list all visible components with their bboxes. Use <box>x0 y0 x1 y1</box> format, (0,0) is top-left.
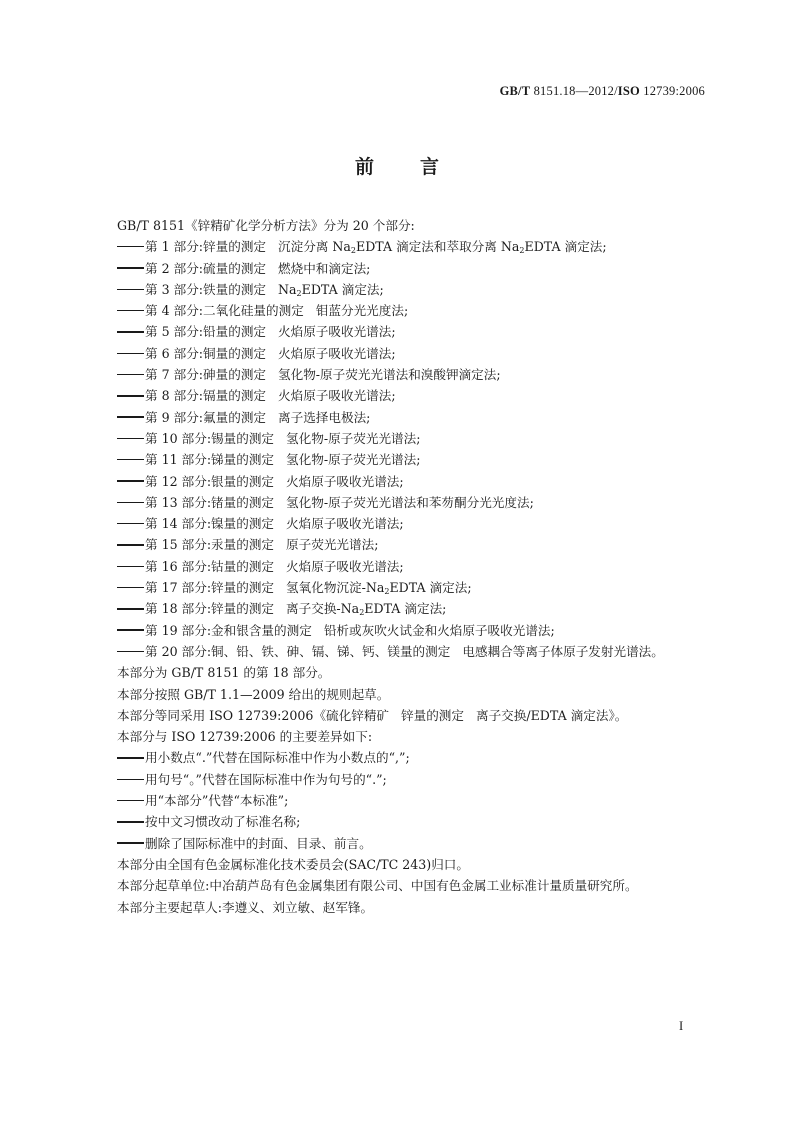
part-name: 第 12 部分:银量的测定 <box>145 473 275 489</box>
subscript-2: 2 <box>519 246 525 256</box>
part-line-17 <box>117 577 717 598</box>
em-dash <box>117 459 144 460</box>
em-dash <box>117 629 144 630</box>
em-dash <box>117 800 144 801</box>
part-method: 火焰原子吸收光谱法; <box>278 324 396 340</box>
part-line-19 <box>117 620 717 641</box>
em-dash <box>117 821 144 822</box>
code-iso: ISO <box>617 84 640 98</box>
part-line-5 <box>117 321 717 342</box>
difference-item-3 <box>117 790 717 811</box>
part-name: 第 20 部分:铜、铅、铁、砷、镉、锑、钙、镁量的测定 <box>145 643 451 659</box>
subscript-2: 2 <box>359 608 365 618</box>
part-name: 第 11 部分:锑量的测定 <box>145 452 275 468</box>
em-dash <box>117 289 144 290</box>
em-dash <box>117 438 144 439</box>
subscript-2: 2 <box>384 587 390 597</box>
paragraph-technical-committee: 本部分由全国有色金属标准化技术委员会(SAC/TC 243)归口。 <box>117 856 469 872</box>
em-dash <box>117 566 144 567</box>
part-line-9 <box>117 407 717 428</box>
part-name: 第 18 部分:锌量的测定 <box>145 601 275 617</box>
part-name: 第 16 部分:钴量的测定 <box>145 558 275 574</box>
intro-line: GB/T 8151《锌精矿化学分析方法》分为 20 个部分: <box>117 218 415 233</box>
em-dash <box>117 374 144 375</box>
part-method: 燃烧中和滴定法; <box>278 260 371 276</box>
part-method: 铅析或灰吹火试金和火焰原子吸收光谱法; <box>323 622 555 638</box>
code-gbt: GB/T <box>499 84 531 98</box>
iso-title-part-1: 本部分等同采用 ISO 12739:2006《硫化锌精矿 <box>117 707 390 723</box>
part-method: 火焰原子吸收光谱法; <box>286 473 404 489</box>
iso-title-part-2: 锌量的测定 <box>401 707 464 723</box>
part-line-12 <box>117 471 717 492</box>
part-method: Na <box>278 281 297 297</box>
em-dash <box>117 331 144 332</box>
part-line-13 <box>117 492 717 513</box>
em-dash <box>117 502 144 503</box>
part-name: 第 9 部分:氟量的测定 <box>145 409 267 425</box>
code-number: 8151.18—2012/ <box>530 84 618 98</box>
part-name: 第 6 部分:铜量的测定 <box>145 345 267 361</box>
part-line-1 <box>117 236 717 257</box>
part-line-4 <box>117 300 717 321</box>
part-method: 氢化物-原子荧光光谱法和苯芴酮分光光度法; <box>286 494 534 510</box>
em-dash <box>117 353 144 354</box>
difference-text: 用小数点“.”代替在国际标准中作为小数点的“,”; <box>145 750 410 766</box>
foreword-body <box>117 215 717 918</box>
part-method-end: EDTA 滴定法; <box>524 239 607 255</box>
paragraph-differences-intro: 本部分与 ISO 12739:2006 的主要差异如下: <box>117 729 373 745</box>
part-name: 第 4 部分:二氧化硅量的测定 <box>145 303 304 319</box>
part-method: 氢氧化物沉淀-Na <box>286 580 385 596</box>
paragraph-drafting-units: 本部分起草单位:中冶葫芦岛有色金属集团有限公司、中国有色金属工业标准计量质量研究所。 <box>117 878 638 894</box>
part-method-cont: EDTA 滴定法; <box>364 601 447 617</box>
part-line-3 <box>117 279 717 300</box>
standard-code-header <box>500 84 705 99</box>
part-method: 离子交换-Na <box>286 601 360 617</box>
part-method: 原子荧光光谱法; <box>286 537 379 553</box>
em-dash <box>117 608 144 609</box>
em-dash <box>117 757 144 758</box>
difference-item-1 <box>117 747 717 768</box>
title-char-2: 言 <box>420 156 440 178</box>
iso-title-part-3: 离子交换/EDTA 滴定法》。 <box>475 707 628 723</box>
em-dash <box>117 544 144 545</box>
part-line-18 <box>117 598 717 619</box>
em-dash <box>117 267 144 268</box>
part-name: 第 19 部分:金和银含量的测定 <box>145 622 312 638</box>
subscript-2: 2 <box>350 246 357 256</box>
em-dash <box>117 651 144 652</box>
em-dash <box>117 480 144 481</box>
part-method: 电感耦合等离子体原子发射光谱法。 <box>462 643 664 659</box>
part-name: 第 10 部分:锡量的测定 <box>145 430 275 446</box>
part-method: 火焰原子吸收光谱法; <box>286 558 404 574</box>
part-method-cont: EDTA 滴定法; <box>389 580 472 596</box>
part-name: 第 2 部分:硫量的测定 <box>145 260 267 276</box>
em-dash <box>117 842 144 843</box>
subscript-2: 2 <box>296 288 302 298</box>
paragraph-drafting-rules: 本部分按照 GB/T 1.1—2009 给出的规则起草。 <box>117 686 390 702</box>
part-name: 第 5 部分:铅量的测定 <box>145 324 267 340</box>
difference-text: 用句号“。”代替在国际标准中作为句号的“.”; <box>145 771 387 787</box>
part-name: 第 8 部分:镉量的测定 <box>145 388 267 404</box>
part-line-16 <box>117 556 717 577</box>
page-number: I <box>679 1019 684 1033</box>
part-line-20 <box>117 641 717 662</box>
part-line-14 <box>117 513 717 534</box>
part-line-6 <box>117 343 717 364</box>
part-method: 火焰原子吸收光谱法; <box>278 388 396 404</box>
part-method-cont: EDTA 滴定法; <box>301 281 384 297</box>
em-dash <box>117 416 144 417</box>
em-dash <box>117 587 144 588</box>
part-method: 钼蓝分光光度法; <box>315 303 409 319</box>
part-method: 火焰原子吸收光谱法; <box>286 516 404 532</box>
difference-item-5 <box>117 833 717 854</box>
paragraph-drafters: 本部分主要起草人:李遵义、刘立敏、赵军锋。 <box>117 899 374 915</box>
part-line-7 <box>117 364 717 385</box>
part-method: 火焰原子吸收光谱法; <box>278 345 396 361</box>
paragraph-part-of: 本部分为 GB/T 8151 的第 18 部分。 <box>117 665 331 681</box>
part-line-10 <box>117 428 717 449</box>
part-name: 第 7 部分:砷量的测定 <box>145 367 267 383</box>
part-line-15 <box>117 534 717 555</box>
part-method: 氢化物-原子荧光光谱法; <box>286 452 421 468</box>
part-line-2 <box>117 258 717 279</box>
em-dash <box>117 779 144 780</box>
part-name: 第 14 部分:镍量的测定 <box>145 516 275 532</box>
difference-text: 用“本部分”代替“本标准”; <box>145 793 289 809</box>
part-method: 沉淀分离 Na <box>278 239 351 255</box>
page-title <box>0 152 794 179</box>
difference-item-4 <box>117 811 717 832</box>
em-dash <box>117 523 144 524</box>
difference-text: 删除了国际标准中的封面、目录、前言。 <box>145 835 372 851</box>
part-method: 离子选择电极法; <box>278 409 371 425</box>
em-dash <box>117 246 144 247</box>
part-name: 第 3 部分:铁量的测定 <box>145 281 267 297</box>
difference-item-2 <box>117 769 717 790</box>
part-line-11 <box>117 449 717 470</box>
difference-text: 按中文习惯改动了标准名称; <box>145 814 301 830</box>
code-iso-number: 12739:2006 <box>639 84 705 98</box>
paragraph-iso-equivalence <box>117 705 717 726</box>
part-line-8 <box>117 385 717 406</box>
part-name: 第 15 部分:汞量的测定 <box>145 537 275 553</box>
part-name: 第 17 部分:锌量的测定 <box>145 580 275 596</box>
part-method: 氢化物-原子荧光光谱法和溴酸钾滴定法; <box>278 367 501 383</box>
part-name: 第 13 部分:锗量的测定 <box>145 494 275 510</box>
em-dash <box>117 310 144 311</box>
part-method: 氢化物-原子荧光光谱法; <box>286 430 421 446</box>
part-method-cont: EDTA 滴定法和萃取分离 Na <box>356 239 520 255</box>
title-char-1: 前 <box>354 156 374 178</box>
em-dash <box>117 395 144 396</box>
part-name: 第 1 部分:锌量的测定 <box>145 239 267 255</box>
